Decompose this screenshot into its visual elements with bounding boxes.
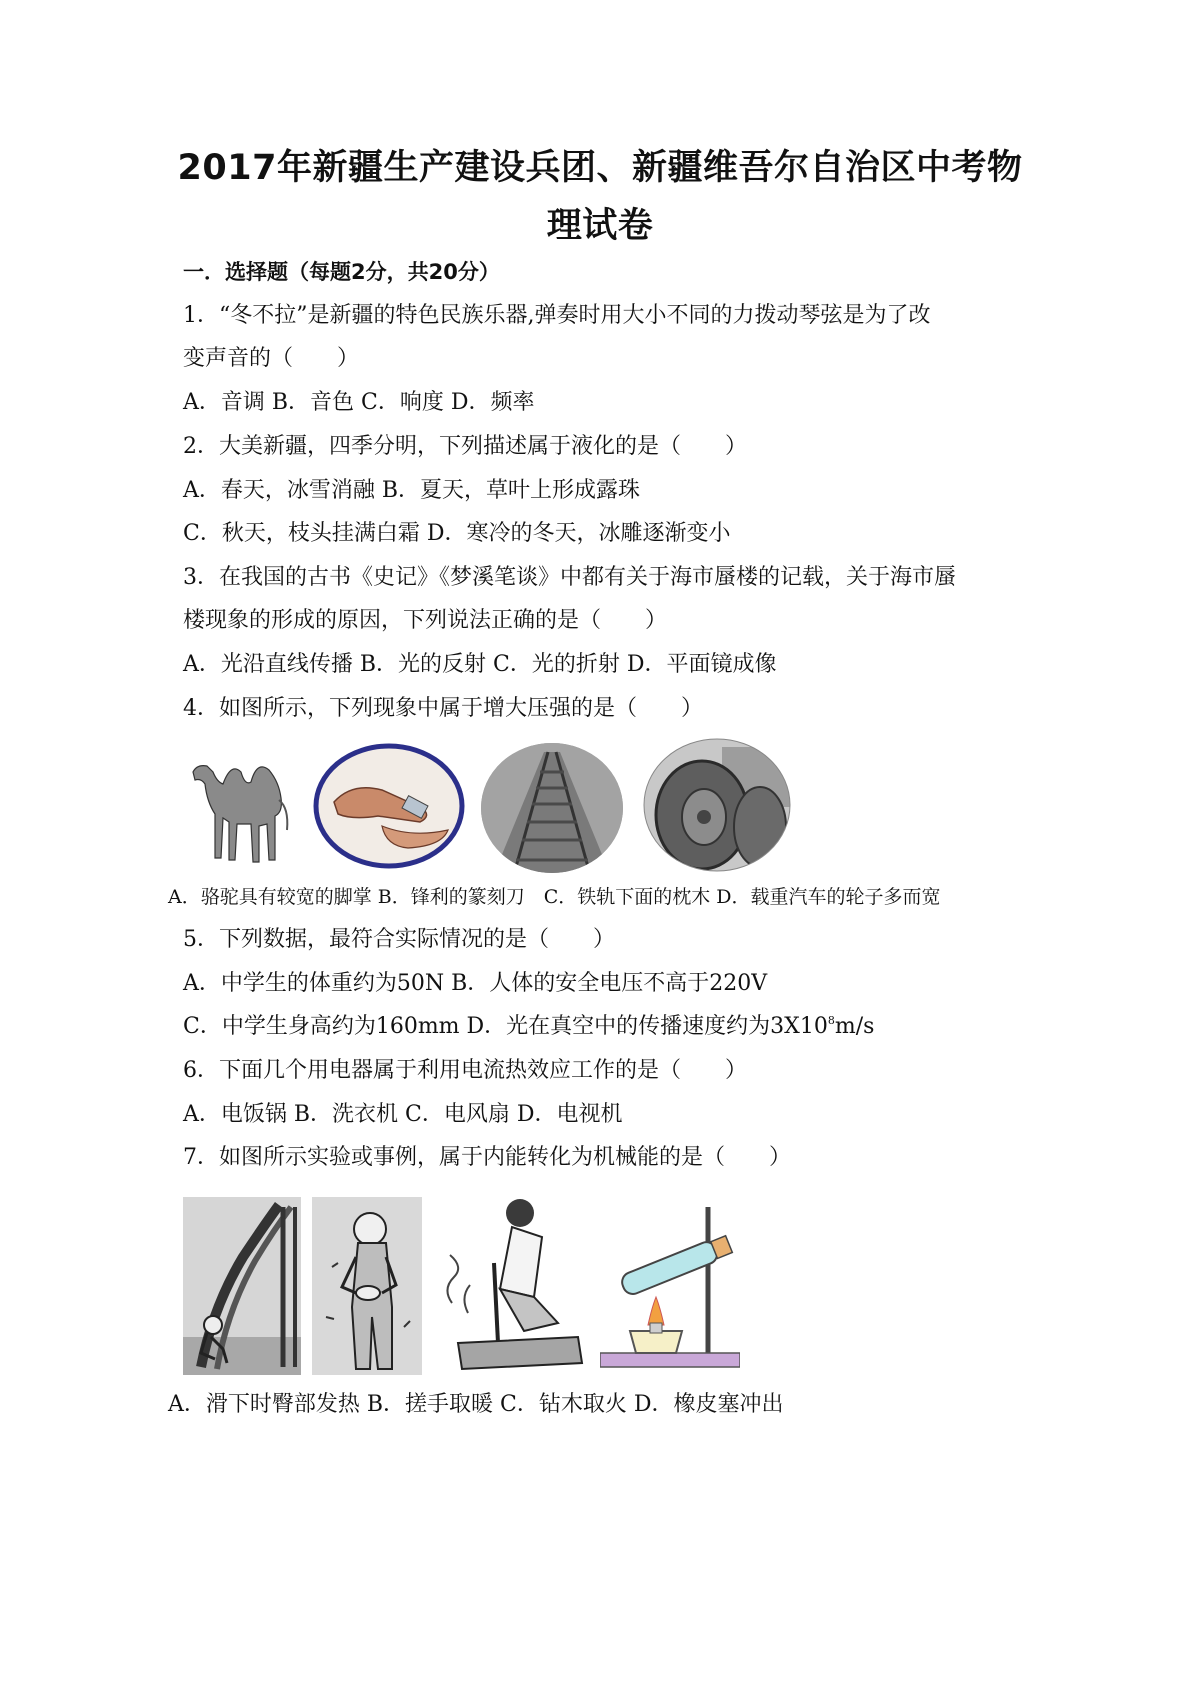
question-1-options: A．音调 B．音色 C．响度 D．频率 <box>183 390 535 415</box>
section-heading: 一．选择题（每题2分，共20分） <box>183 260 500 284</box>
question-5-stem: 5．下列数据，最符合实际情况的是（ ） <box>183 927 615 952</box>
question-3-stem-line2: 楼现象的形成的原因，下列说法正确的是（ ） <box>183 608 668 633</box>
drill-wood-fire-figure <box>438 1193 588 1375</box>
question-4-stem: 4．如图所示，下列现象中属于增大压强的是（ ） <box>183 696 703 721</box>
question-2-options-line2: C．秋天，枝头挂满白霜 D．寒冷的冬天，冰雕逐渐变小 <box>183 521 731 546</box>
question-5-options-line1: A．中学生的体重约为50N B．人体的安全电压不高于220V <box>183 971 768 996</box>
question-6-options: A．电饭锅 B．洗衣机 C．电风扇 D．电视机 <box>183 1102 623 1127</box>
question-5-options-line2 <box>183 1012 874 1042</box>
question-3-stem-line1: 3．在我国的古书《史记》《梦溪笔谈》中都有关于海市蜃楼的记载，关于海市蜃 <box>183 565 956 590</box>
carving-knife-figure <box>312 742 466 870</box>
rubbing-hands-figure <box>312 1197 422 1375</box>
page-title-line2: 理试卷 <box>546 206 654 246</box>
question-6-stem: 6．下面几个用电器属于利用电流热效应工作的是（ ） <box>183 1058 747 1083</box>
question-7-stem: 7．如图所示实验或事例，属于内能转化为机械能的是（ ） <box>183 1145 791 1170</box>
page-title-line1: 2017年新疆生产建设兵团、新疆维吾尔自治区中考物 <box>177 148 1023 188</box>
truck-wheel-figure <box>642 737 792 873</box>
question-5-options-line2-unit: m/s <box>834 1014 875 1039</box>
question-1-stem-line2: 变声音的（ ） <box>183 346 360 371</box>
question-5-options-line2-text: C．中学生身高约为160mm D．光在真空中的传播速度约为3X10 <box>183 1014 828 1039</box>
question-3-options: A．光沿直线传播 B．光的反射 C．光的折射 D．平面镜成像 <box>183 652 777 677</box>
rubber-stopper-figure <box>600 1197 740 1375</box>
exponent: 8 <box>827 1014 835 1027</box>
question-2-stem: 2．大美新疆，四季分明，下列描述属于液化的是（ ） <box>183 434 747 459</box>
question-4-options: A．骆驼具有较宽的脚掌 B．锋利的篆刻刀 C．铁轨下面的枕木 D．载重汽车的轮子多而宽 <box>168 886 941 908</box>
question-2-options-line1: A．春天，冰雪消融 B．夏天，草叶上形成露珠 <box>183 478 641 503</box>
camel-figure <box>183 742 301 870</box>
slide-figure <box>183 1197 301 1375</box>
railway-figure <box>480 742 624 874</box>
question-7-options: A．滑下时臀部发热 B．搓手取暖 C．钻木取火 D．橡皮塞冲出 <box>168 1392 784 1417</box>
question-1-stem-line1: 1．“冬不拉”是新疆的特色民族乐器,弹奏时用大小不同的力拨动琴弦是为了改 <box>183 303 931 328</box>
